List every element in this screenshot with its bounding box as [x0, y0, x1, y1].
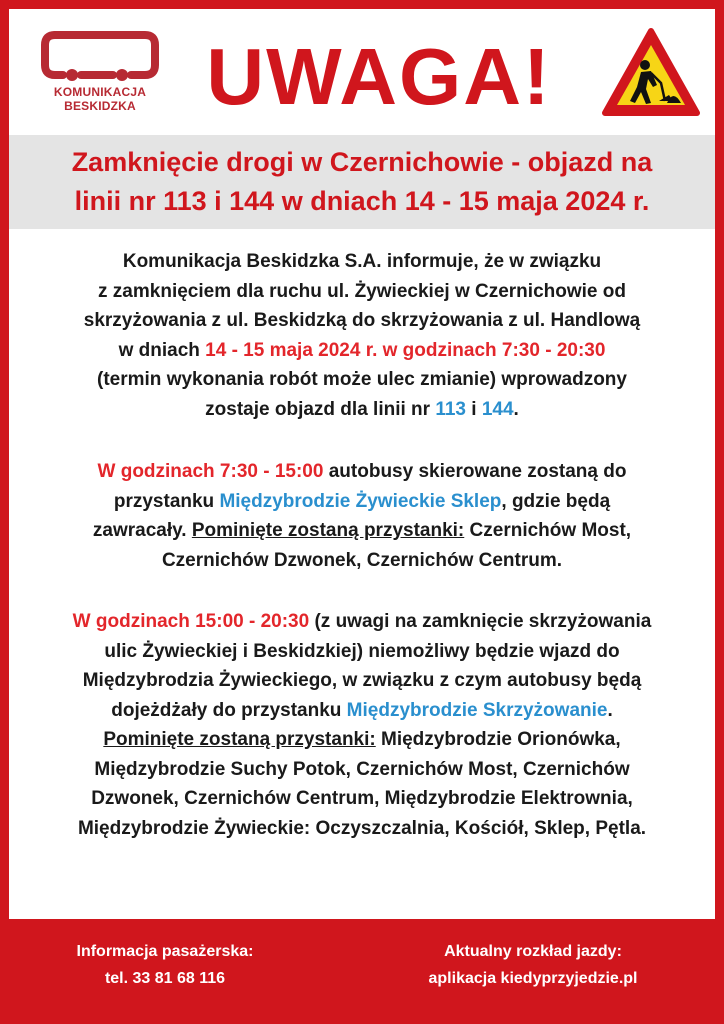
- title-band: [9, 135, 715, 229]
- para3-line-1-rest: (z uwagi na zamknięcie skrzyżowania: [309, 611, 652, 632]
- para2-line-3: [17, 516, 707, 546]
- road-works-sign-icon: [601, 27, 701, 124]
- para1-line-4: [17, 336, 707, 366]
- skipped-stops-label: Pominięte zostaną przystanki:: [191, 520, 465, 541]
- para3-line-1: [17, 607, 707, 637]
- para1-line-1: Komunikacja Beskidzka S.A. informuje, że w związku: [122, 251, 602, 272]
- logo-text: [35, 85, 165, 113]
- stop-miedzybrodzie-zywieckie-sklep: Międzybrodzie Żywieckie Sklep: [219, 490, 502, 512]
- para2-line-2: [17, 487, 707, 517]
- para3-line-4: [17, 696, 707, 726]
- title-line-1: Zamknięcie drogi w Czernichowie - objazd na: [71, 147, 653, 177]
- afternoon-hours-highlight: W godzinach 15:00 - 20:30: [72, 611, 310, 632]
- para2-line-3-rest: Czernichów Most,: [464, 520, 632, 541]
- para3-line-6: Międzybrodzie Suchy Potok, Czernichów Most, Czernichów: [94, 758, 630, 780]
- para1-line-5: (termin wykonania robót może ulec zmianie) wprowadzony: [97, 369, 627, 390]
- bus-line-113: 113: [435, 398, 466, 420]
- para3-line-5: [17, 725, 707, 755]
- para3-line-3: Międzybrodzia Żywieckiego, w związku z czym autobusy będą: [82, 670, 642, 691]
- para2-line-2-rest: , gdzie będą: [501, 490, 611, 512]
- passenger-info-phone: tel. 33 81 68 116: [104, 970, 226, 987]
- stop-miedzybrodzie-skrzyzowanie: Międzybrodzie Skrzyżowanie: [346, 699, 608, 721]
- closure-dates-highlight: 14 - 15 maja 2024 r. w godzinach 7:30 - 20:30: [205, 339, 606, 361]
- para2-line-1: [17, 457, 707, 487]
- para1-line-6: [17, 395, 707, 425]
- bus-logo-icon: [41, 31, 159, 83]
- morning-detour-paragraph: [17, 457, 707, 575]
- para3-line-5-rest: Międzybrodzie Orionówka,: [375, 729, 621, 750]
- title-line-2: linii nr 113 i 144 w dniach 14 - 15 maja 2024 r.: [74, 186, 650, 216]
- para3-line-2: ulic Żywieckiej i Beskidzkiej) niemożliwy będzie wjazd do: [104, 640, 620, 662]
- announcement-paragraph: [17, 247, 707, 424]
- para2-line-3-prefix: zawracały.: [92, 520, 192, 541]
- timetable-info: [368, 938, 698, 992]
- passenger-info-label: Informacja pasażerska:: [76, 943, 254, 960]
- para2-line-4: Czernichów Dzwonek, Czernichów Centrum.: [161, 549, 563, 571]
- timetable-info-label: Aktualny rozkład jazdy:: [444, 943, 622, 960]
- timetable-info-app: aplikacja kiedyprzyjedzie.pl: [428, 970, 638, 987]
- page-title: [19, 143, 705, 221]
- para2-stop-prefix: przystanku: [113, 490, 220, 512]
- para1-line-2: z zamknięciem dla ruchu ul. Żywieckiej w Czernichowie od: [98, 280, 626, 302]
- para3-line-7: Dzwonek, Czernichów Centrum, Międzybrodzie Elektrownia,: [91, 788, 633, 809]
- passenger-info: [0, 938, 330, 992]
- para1-period: .: [513, 398, 519, 420]
- company-logo: [35, 31, 165, 123]
- afternoon-detour-paragraph: [17, 607, 707, 843]
- para1-line-3: skrzyżowania z ul. Beskidzką do skrzyżowania z ul. Handlową: [83, 310, 641, 331]
- para1-dates-prefix: w dniach: [118, 339, 206, 361]
- para3-line-8: Międzybrodzie Żywieckie: Oczyszczalnia, Kościół, Sklep, Pętla.: [77, 817, 647, 839]
- skipped-stops-label: Pominięte zostaną przystanki:: [103, 729, 376, 750]
- para3-period: .: [607, 699, 613, 721]
- morning-hours-highlight: W godzinach 7:30 - 15:00: [97, 461, 324, 482]
- para1-and: i: [465, 398, 482, 420]
- para1-lines-prefix: zostaje objazd dla linii nr: [205, 398, 436, 420]
- para3-stop-prefix: dojeżdżały do przystanku: [111, 699, 347, 721]
- notice-panel: [9, 9, 715, 919]
- logo-line-2: BESKIDZKA: [64, 99, 136, 113]
- bus-line-144: 144: [481, 398, 514, 420]
- para2-line-1-rest: autobusy skierowane zostaną do: [323, 461, 627, 482]
- headline: UWAGA!: [206, 32, 552, 121]
- logo-line-1: KOMUNIKACJA: [53, 85, 147, 99]
